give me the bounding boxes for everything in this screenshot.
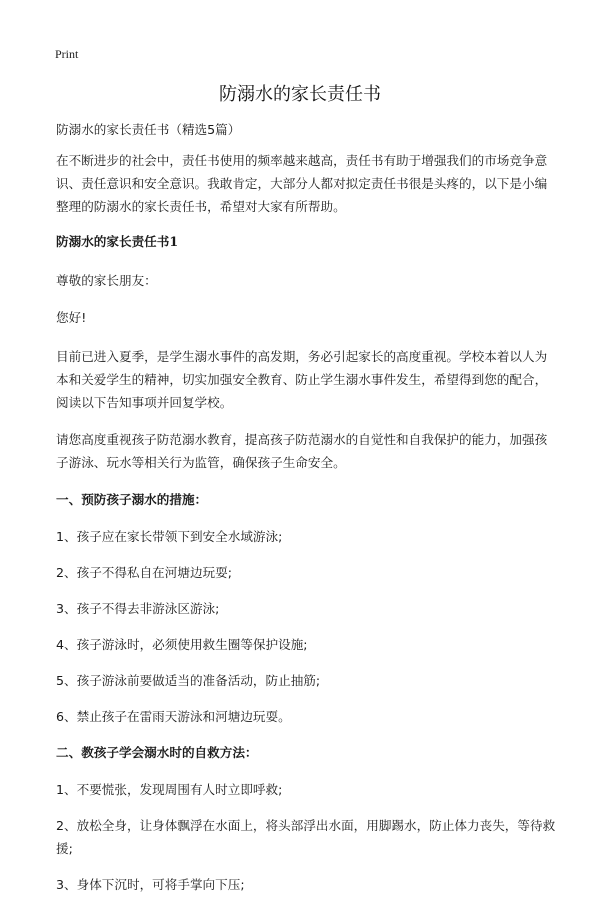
list-item: 2、孩子不得私自在河塘边玩耍; — [56, 565, 232, 580]
list-item: 1、不要慌张，发现周围有人时立即呼救; — [56, 782, 283, 797]
list-item: 6、禁止孩子在雷雨天游泳和河塘边玩耍。 — [56, 709, 291, 724]
print-link[interactable]: Print — [55, 47, 79, 61]
list-item: 3、身体下沉时，可将手掌向下压; — [56, 877, 245, 892]
salutation: 尊敬的家长朋友： — [56, 273, 157, 288]
measures-heading: 一、预防孩子溺水的措施： — [56, 492, 208, 507]
selfrescue-heading: 二、教孩子学会溺水时的自救方法： — [56, 745, 258, 760]
greeting: 您好! — [56, 310, 87, 325]
section-heading: 防溺水的家长责任书1 — [56, 234, 179, 249]
list-item: 3、孩子不得去非游泳区游泳; — [56, 601, 220, 616]
body-paragraph: 请您高度重视孩子防范溺水教育，提高孩子防范溺水的自觉性和自我保护的能力，加强孩子游泳、玩水等相关行为监管，确保孩子生命安全。 — [56, 432, 548, 470]
intro-paragraph: 在不断进步的社会中，责任书使用的频率越来越高，责任书有助于增强我们的市场竞争意识、责任意识和安全意识。我敢肯定，大部分人都对拟定责任书很是头疼的，以下是小编整理的防溺水的家长责任书，希望对大家有所帮助。 — [56, 153, 548, 214]
list-item: 1、孩子应在家长带领下到安全水域游泳; — [56, 529, 283, 544]
document-subtitle: 防溺水的家长责任书（精选5篇） — [56, 122, 241, 137]
list-item: 5、孩子游泳前要做适当的准备活动，防止抽筋; — [56, 673, 321, 688]
list-item: 2、放松全身，让身体飘浮在水面上，将头部浮出水面，用脚踢水，防止体力丧失，等待救援; — [56, 818, 556, 856]
page-title: 防溺水的家长责任书 — [219, 84, 381, 105]
document-body — [56, 118, 556, 909]
list-item: 4、孩子游泳时，必须使用救生圈等保护设施; — [56, 637, 308, 652]
body-paragraph: 目前已进入夏季，是学生溺水事件的高发期，务必引起家长的高度重视。学校本着以人为本和关爱学生的精神，切实加强安全教育、防止学生溺水事件发生，希望得到您的配合，阅读以下告知事项并回复学校。 — [56, 349, 548, 410]
